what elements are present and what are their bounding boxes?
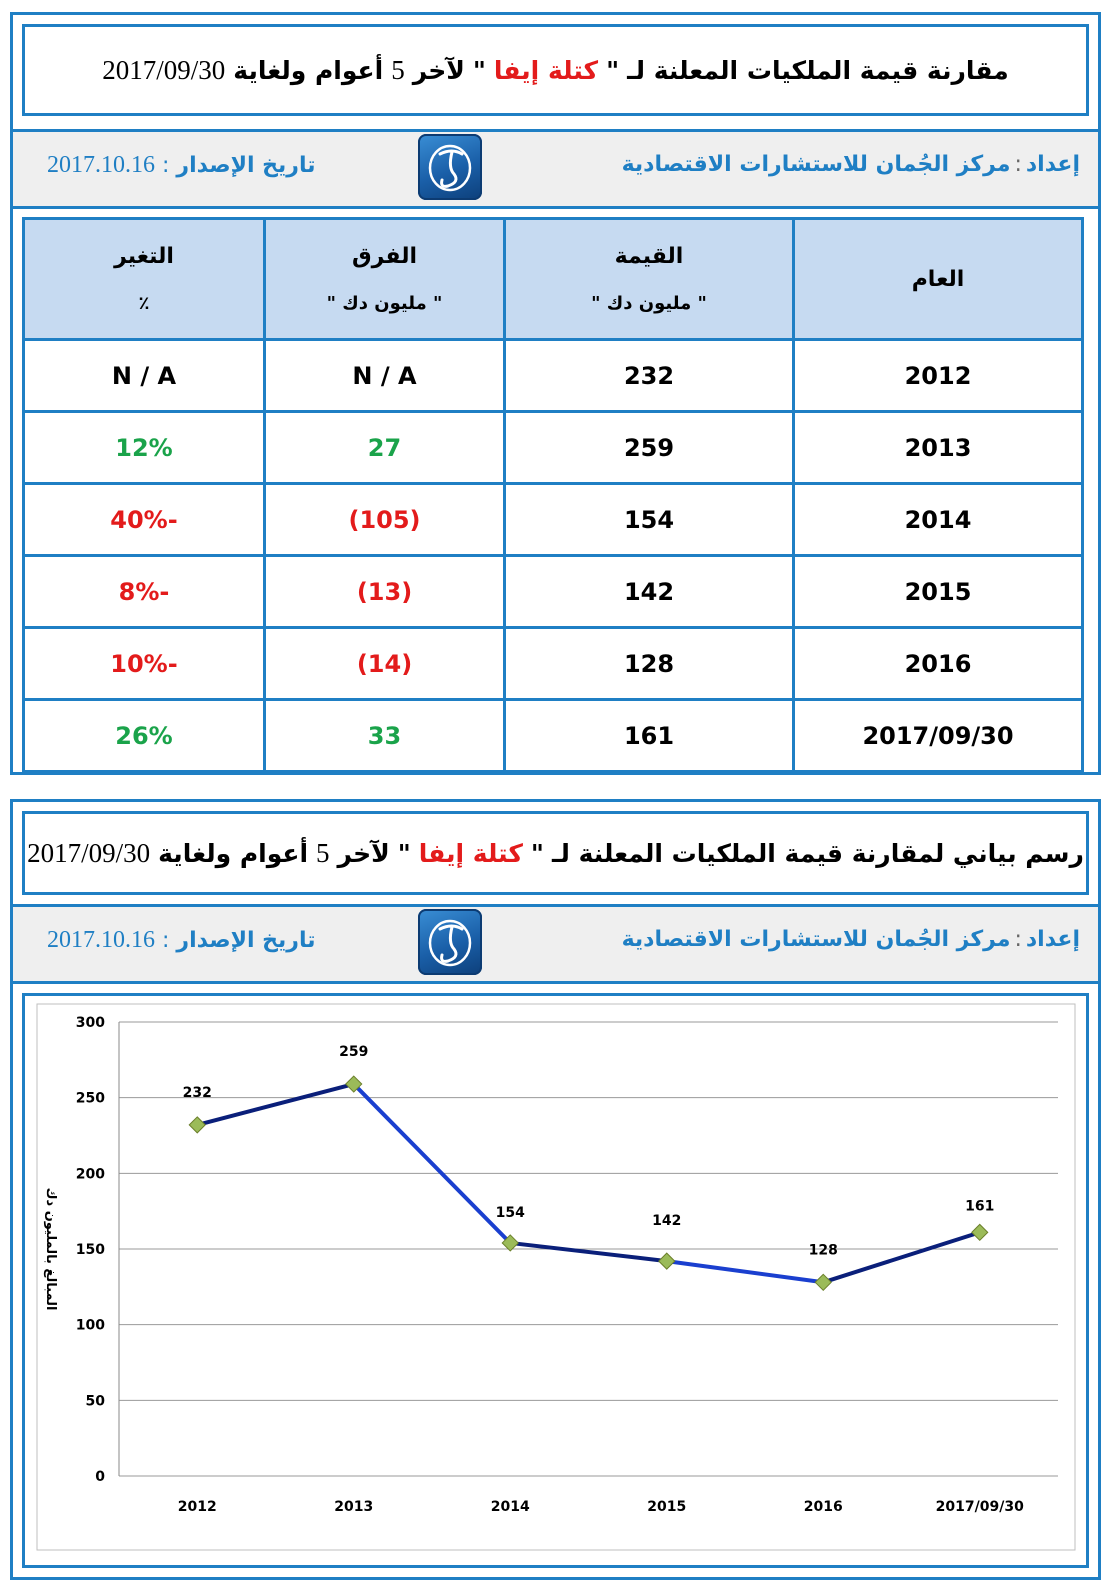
- data-label: 128: [808, 1242, 838, 1259]
- data-label: 232: [182, 1084, 212, 1101]
- chart-prepared-label: إعداد: [1025, 927, 1080, 952]
- data-point-marker: [815, 1274, 831, 1290]
- cell-change: 26%: [24, 700, 265, 772]
- header-year: العام: [794, 219, 1083, 340]
- data-label: 161: [965, 1198, 995, 1215]
- series-line-segment: [197, 1084, 354, 1125]
- y-tick-label: 250: [75, 1090, 105, 1107]
- cell-change: 12%: [24, 412, 265, 484]
- chart-issue-date-block: تاريخ الإصدار : 2017.10.16: [47, 927, 316, 953]
- x-tick-label: 2015: [647, 1499, 687, 1515]
- data-point-marker: [659, 1253, 675, 1269]
- series-line-segment: [354, 1084, 511, 1243]
- line-chart: [25, 996, 1086, 1565]
- chart-issue-label: تاريخ الإصدار: [176, 928, 316, 953]
- values-table: [22, 217, 1084, 773]
- chart-prepared-by: إعداد:مركز الجُمان للاستشارات الاقتصادية: [621, 927, 1080, 952]
- x-tick-label: 2017/09/30: [935, 1499, 1024, 1515]
- header-change: التغير ٪: [24, 219, 265, 340]
- cell-change: -40%: [24, 484, 265, 556]
- table-row: [24, 628, 1083, 700]
- cell-diff: (14): [265, 628, 505, 700]
- title-quote-close: ": [472, 55, 486, 85]
- cell-value: 259: [505, 412, 794, 484]
- title-years-count: 5: [391, 54, 405, 85]
- chart-title: [22, 811, 1089, 895]
- chart-issue-date: 2017.10.16: [47, 927, 155, 953]
- cell-year: 2017/09/30: [794, 700, 1083, 772]
- data-label: 154: [495, 1204, 525, 1221]
- table-row: [24, 700, 1083, 772]
- chart-title-entity: كتلة إيفا: [418, 838, 523, 868]
- cell-year: 2012: [794, 340, 1083, 412]
- data-label: 259: [339, 1044, 369, 1061]
- table-title: [22, 24, 1089, 116]
- cell-diff: (13): [265, 556, 505, 628]
- cell-diff: N / A: [265, 340, 505, 412]
- header-value: القيمة " مليون دك ": [505, 219, 794, 340]
- y-tick-label: 150: [75, 1242, 105, 1258]
- header-diff: الفرق " مليون دك ": [265, 219, 505, 340]
- cell-change: -10%: [24, 628, 265, 700]
- title-entity: كتلة إيفا: [493, 55, 599, 85]
- x-tick-label: 2014: [490, 1499, 530, 1515]
- chart-title-quote-close: ": [397, 838, 411, 868]
- cell-year: 2015: [794, 556, 1083, 628]
- cell-year: 2013: [794, 412, 1083, 484]
- prepared-label: إعداد: [1025, 152, 1080, 177]
- cell-value: 142: [505, 556, 794, 628]
- logo-mark-icon: [418, 134, 482, 200]
- y-tick-label: 300: [75, 1015, 105, 1031]
- data-point-marker: [189, 1117, 205, 1133]
- chart-title-date: 2017/09/30: [27, 837, 151, 868]
- title-date: 2017/09/30: [102, 54, 226, 85]
- cell-value: 232: [505, 340, 794, 412]
- data-label: 142: [652, 1213, 682, 1230]
- center-logo: [418, 134, 482, 200]
- chart-title-part3: أعوام ولغاية: [158, 838, 309, 868]
- chart-title-years-count: 5: [316, 837, 330, 868]
- series-line-segment: [667, 1261, 824, 1282]
- cell-value: 154: [505, 484, 794, 556]
- table-row: [24, 556, 1083, 628]
- y-tick-label: 50: [85, 1393, 105, 1410]
- issue-date-block: تاريخ الإصدار : 2017.10.16: [47, 152, 316, 178]
- cell-change: -8%: [24, 556, 265, 628]
- cell-diff: 33: [265, 700, 505, 772]
- chart-title-part1: رسم بياني لمقارنة قيمة الملكيات المعلنة لـ: [551, 838, 1084, 868]
- title-text-part1: مقارنة قيمة الملكيات المعلنة لـ: [627, 55, 1009, 85]
- chart-title-quote-open: ": [530, 838, 544, 868]
- chart-center-logo: [418, 909, 482, 975]
- chart-frame: [22, 993, 1089, 1568]
- chart-panel: [10, 799, 1101, 1580]
- cell-value: 161: [505, 700, 794, 772]
- chart-prepared-org: مركز الجُمان للاستشارات الاقتصادية: [621, 927, 1011, 952]
- y-tick-label: 0: [95, 1469, 105, 1485]
- cell-year: 2016: [794, 628, 1083, 700]
- y-tick-label: 100: [75, 1317, 105, 1334]
- cell-diff: 27: [265, 412, 505, 484]
- issue-date: 2017.10.16: [47, 152, 155, 178]
- x-tick-label: 2016: [803, 1499, 843, 1515]
- logo-mark-icon: [418, 909, 482, 975]
- table-row: [24, 412, 1083, 484]
- y-tick-label: 200: [75, 1166, 105, 1183]
- x-tick-label: 2012: [177, 1499, 217, 1515]
- data-point-marker: [972, 1224, 988, 1240]
- prepared-org: مركز الجُمان للاستشارات الاقتصادية: [621, 152, 1011, 177]
- cell-year: 2014: [794, 484, 1083, 556]
- title-text-part3: أعوام ولغاية: [233, 55, 384, 85]
- issue-label: تاريخ الإصدار: [176, 153, 316, 178]
- title-text-part2: لآخر: [412, 55, 465, 85]
- chart-info-bar: [13, 904, 1098, 984]
- comparison-table-panel: [10, 12, 1101, 775]
- prepared-by: إعداد:مركز الجُمان للاستشارات الاقتصادية: [621, 152, 1080, 177]
- y-axis-label: المبالغ بالمليون دك: [43, 1187, 58, 1311]
- cell-change: N / A: [24, 340, 265, 412]
- table-row: [24, 340, 1083, 412]
- table-header-row: [24, 219, 1083, 340]
- table-row: [24, 484, 1083, 556]
- cell-value: 128: [505, 628, 794, 700]
- chart-title-part2: لآخر: [337, 838, 390, 868]
- x-tick-label: 2013: [334, 1499, 374, 1515]
- info-bar: [13, 129, 1098, 209]
- cell-diff: (105): [265, 484, 505, 556]
- title-quote-open: ": [606, 55, 620, 85]
- series-line-segment: [510, 1243, 667, 1261]
- series-line-segment: [823, 1232, 980, 1282]
